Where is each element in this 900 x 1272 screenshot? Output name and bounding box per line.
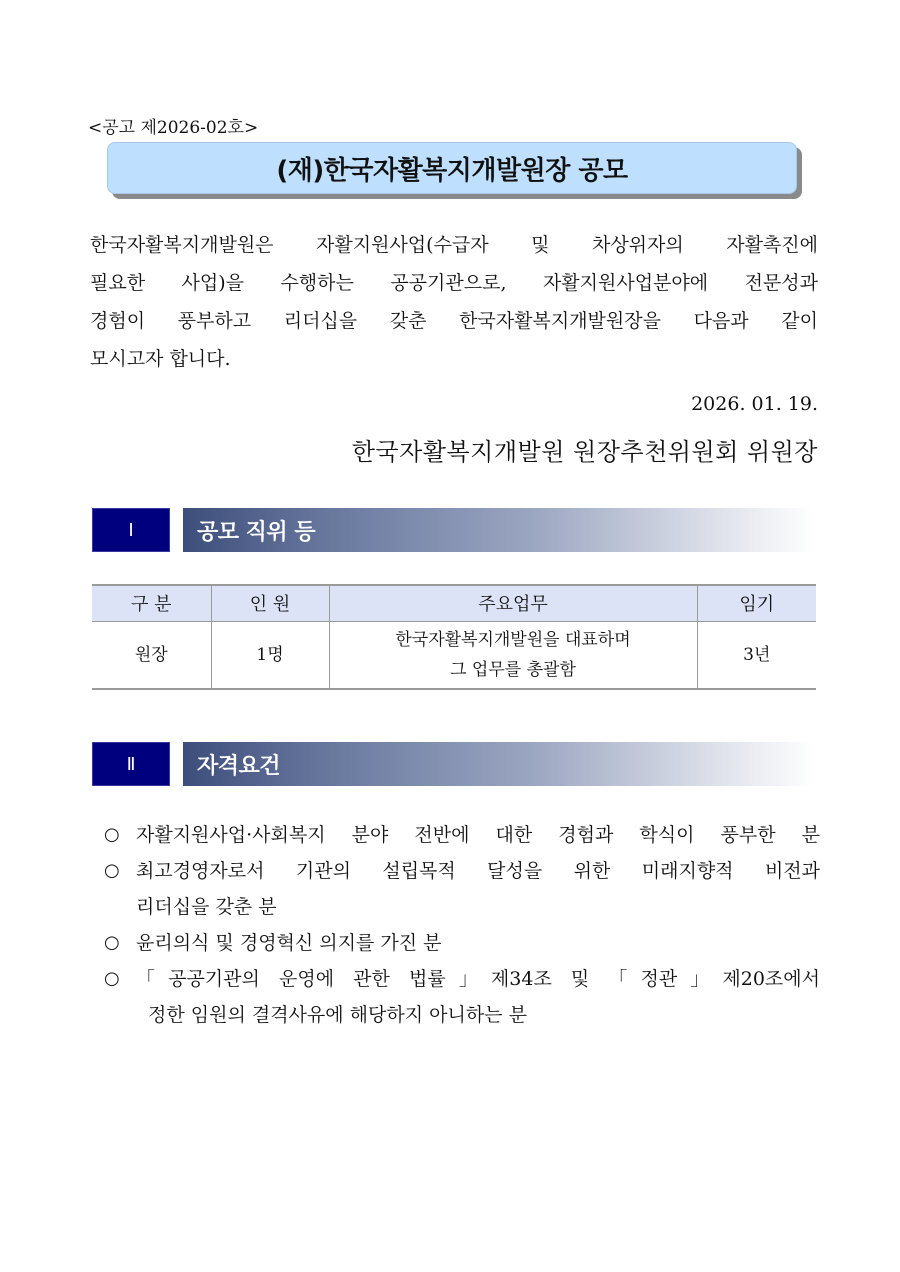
intro-line: 필요한 사업)을 수행하는 공공기관으로, 자활지원사업분야에 전문성과	[90, 272, 818, 294]
intro-line: 한국자활복지개발원은 자활지원사업(수급자 및 차상위자의 자활촉진에	[90, 234, 818, 256]
cell-duties	[329, 621, 697, 689]
header-duties: 주요업무	[329, 585, 697, 621]
qualification-text: 리더십을 갖춘 분	[136, 896, 277, 918]
header-term: 임기	[697, 585, 816, 621]
cell-count: 1명	[211, 621, 329, 689]
list-item	[104, 925, 820, 961]
circle-bullet-icon: ○	[104, 932, 120, 953]
qualification-text: 정한 임원의 결격사유에 해당하지 아니하는 분	[148, 1004, 527, 1026]
qualification-text: 자활지원사업·사회복지 분야 전반에 대한 경험과 학식이 풍부한 분	[136, 824, 820, 846]
positions-table	[92, 584, 816, 690]
section-title: 자격요건	[197, 753, 281, 779]
title-banner	[107, 142, 797, 194]
section-title-bar	[183, 508, 814, 552]
section-header-qualifications	[92, 742, 814, 786]
table-header-row	[92, 585, 816, 621]
circle-bullet-icon: ○	[104, 860, 120, 881]
list-item	[104, 961, 820, 1033]
qualification-text: 최고경영자로서 기관의 설립목적 달성을 위한 미래지향적 비전과	[136, 860, 820, 882]
section-title: 공모 직위 등	[197, 519, 316, 545]
intro-line: 경험이 풍부하고 리더십을 갖춘 한국자활복지개발원장을 다음과 같이	[90, 310, 818, 332]
header-count: 인 원	[211, 585, 329, 621]
duties-line: 한국자활복지개발원을 대표하며	[395, 629, 631, 650]
list-item	[104, 853, 820, 925]
section-number: Ⅱ	[92, 742, 170, 786]
header-category: 구 분	[92, 585, 211, 621]
intro-line: 모시고자 합니다.	[90, 348, 231, 370]
qualifications-list	[104, 817, 820, 1033]
qualification-text: 윤리의식 및 경영혁신 의지를 가진 분	[136, 932, 442, 954]
notice-number: <공고 제2026-02호>	[88, 118, 259, 138]
cell-term: 3년	[697, 621, 816, 689]
section-number: Ⅰ	[92, 508, 170, 552]
section-title-bar	[183, 742, 814, 786]
page-title: (재)한국자활복지개발원장 공모	[276, 155, 628, 186]
notice-date: 2026. 01. 19.	[691, 393, 818, 415]
list-item	[104, 817, 820, 853]
circle-bullet-icon: ○	[104, 968, 120, 989]
circle-bullet-icon: ○	[104, 824, 120, 845]
qualification-text: 「공공기관의 운영에 관한 법률」제34조 및 「정관」제20조에서	[136, 968, 820, 990]
intro-paragraph	[90, 226, 818, 378]
section-header-positions	[92, 508, 814, 552]
cell-category: 원장	[92, 621, 211, 689]
duties-line: 그 업무를 총괄함	[450, 659, 576, 680]
signer: 한국자활복지개발원 원장추천위원회 위원장	[351, 438, 818, 466]
table-row	[92, 621, 816, 689]
